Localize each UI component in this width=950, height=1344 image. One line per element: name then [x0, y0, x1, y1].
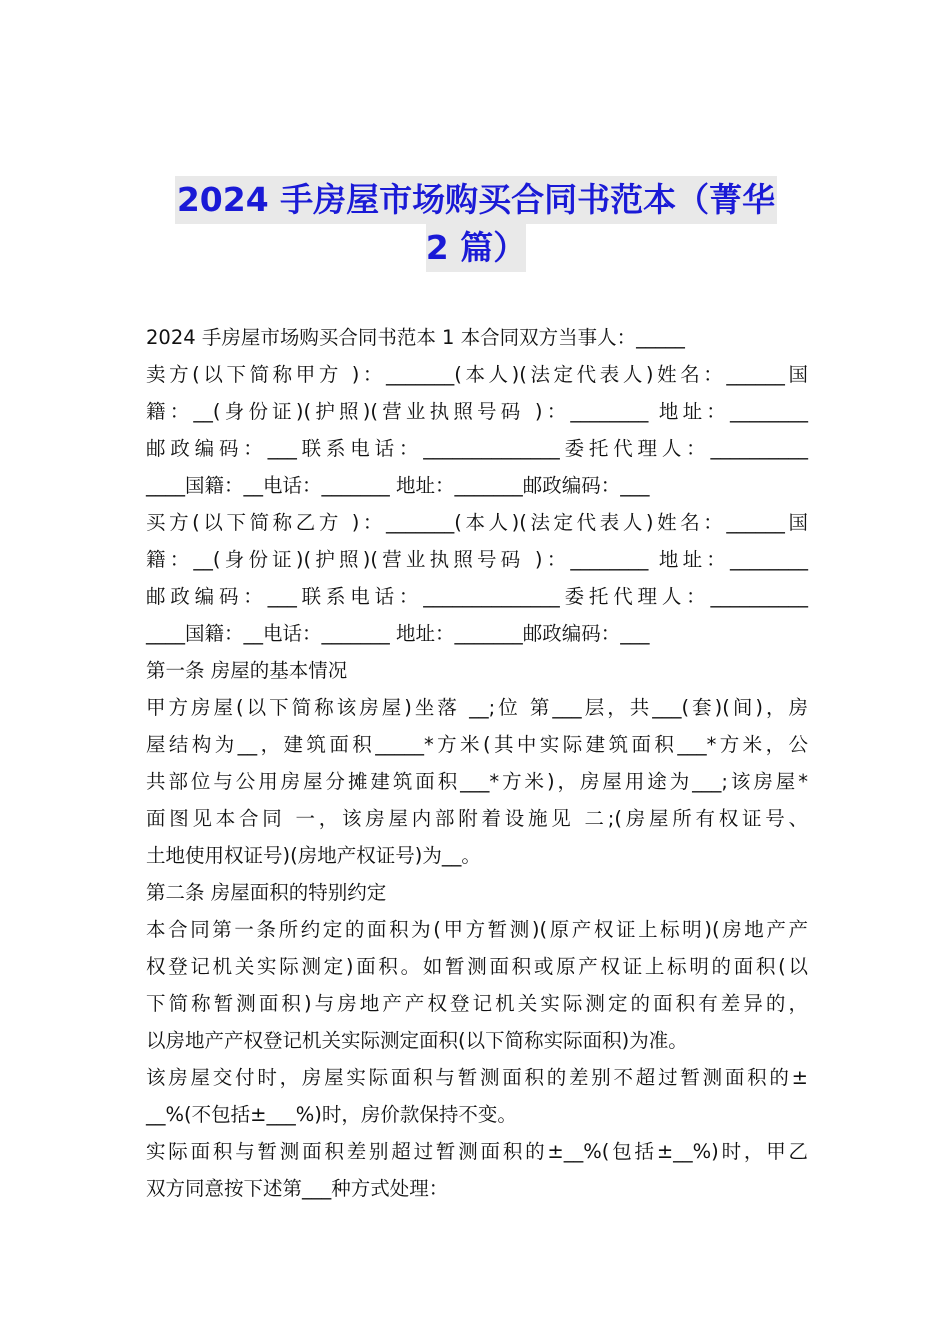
body-line: 下简称暂测面积)与房地产产权登记机关实际测定的面积有差异的， [146, 992, 808, 1015]
body-line: 2024 手房屋市场购买合同书范本 1 本合同双方当事人：_____ [146, 326, 685, 349]
body-line: ____国籍：__电话：_______ 地址：_______邮政编码：___ [146, 622, 650, 645]
body-line: 土地使用权证号)(房地产权证号)为__。 [146, 844, 481, 867]
body-line: 双方同意按下述第___种方式处理： [146, 1177, 449, 1200]
body-line: ____国籍：__电话：_______ 地址：_______邮政编码：___ [146, 474, 650, 497]
title-line-2: 2 篇） [426, 224, 526, 272]
body-line: 实际面积与暂测面积差别超过暂测面积的±__%(包括±__%)时，甲乙 [146, 1140, 808, 1163]
contract-body [146, 319, 808, 1207]
body-line: 面图见本合同 一，该房屋内部附着设施见 二;(房屋所有权证号、 [146, 807, 808, 830]
body-line: 邮政编码：___联系电话：______________委托代理人：__________ [146, 585, 808, 608]
section-heading: 第一条 房屋的基本情况 [146, 659, 348, 682]
document-title [146, 176, 806, 272]
body-line: 权登记机关实际测定)面积。如暂测面积或原产权证上标明的面积(以 [146, 955, 808, 978]
body-line: 共部位与公用房屋分摊建筑面积___*方米)，房屋用途为___;该房屋* [146, 770, 808, 793]
body-line: 买方(以下简称乙方 )：_______(本人)(法定代表人)姓名：______国 [146, 511, 808, 534]
body-line: 甲方房屋(以下简称该房屋)坐落 __;位 第___层，共___(套)(间)，房 [146, 696, 808, 719]
body-line: 籍：__(身份证)(护照)(营业执照号码 )：________ 地址：________ [146, 400, 808, 423]
body-line: 以房地产产权登记机关实际测定面积(以下简称实际面积)为准。 [146, 1029, 688, 1052]
body-line: 籍：__(身份证)(护照)(营业执照号码 )：________ 地址：________ [146, 548, 808, 571]
body-line: 本合同第一条所约定的面积为(甲方暂测)(原产权证上标明)(房地产产 [146, 918, 808, 941]
title-line-1: 2024 手房屋市场购买合同书范本（菁华 [175, 176, 777, 224]
section-heading: 第二条 房屋面积的特别约定 [146, 881, 387, 904]
body-line: 屋结构为__，建筑面积_____*方米(其中实际建筑面积___*方米，公 [146, 733, 808, 756]
body-line: __%(不包括±___%)时，房价款保持不变。 [146, 1103, 517, 1126]
body-line: 邮政编码：___联系电话：______________委托代理人：__________ [146, 437, 808, 460]
body-line: 卖方(以下简称甲方 )：_______(本人)(法定代表人)姓名：______国 [146, 363, 808, 386]
body-line: 该房屋交付时，房屋实际面积与暂测面积的差别不超过暂测面积的± [146, 1066, 808, 1089]
